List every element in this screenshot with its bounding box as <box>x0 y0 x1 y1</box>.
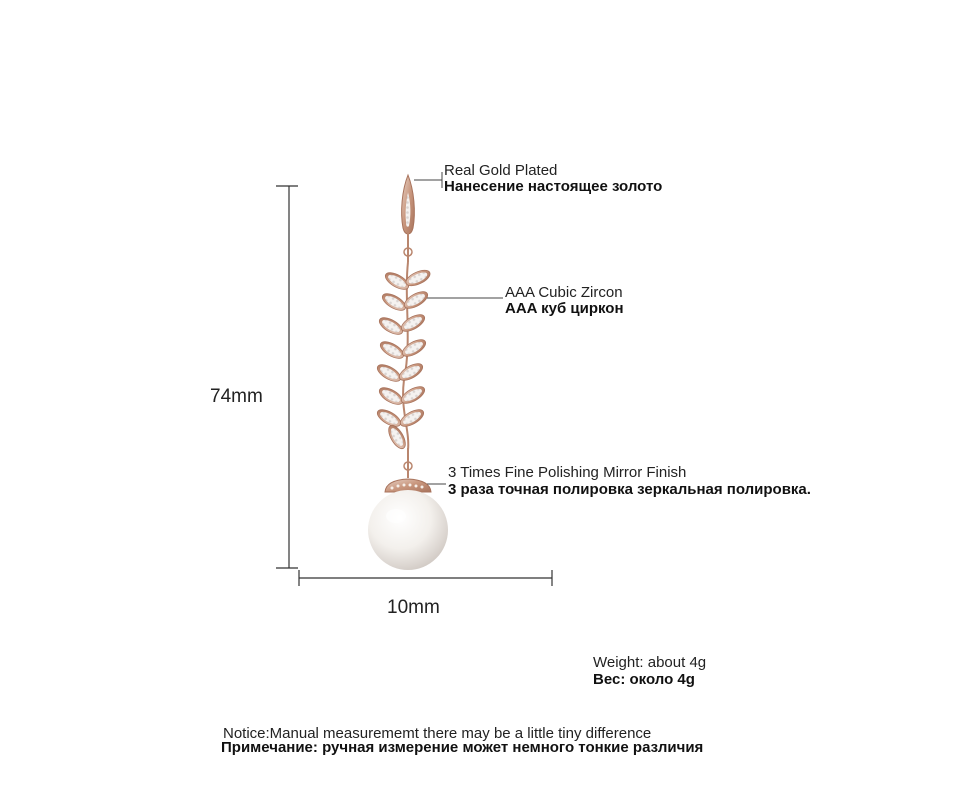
zircon-leaf <box>398 406 427 429</box>
width-dimension-line <box>299 570 552 586</box>
zircon-leaf <box>377 314 406 337</box>
zircon-leaf <box>375 406 404 429</box>
lower-link <box>404 448 412 478</box>
zircon-leaf <box>378 338 407 361</box>
finish-label-ru: 3 раза точная полировка зеркальная полировка. <box>448 481 811 498</box>
zircon-leaf <box>385 423 408 452</box>
zircon-leaf <box>380 290 409 313</box>
zircon-label-ru: AAA куб циркон <box>505 300 624 317</box>
ear-hook <box>402 175 415 262</box>
zircon-leaf <box>397 360 426 383</box>
pearl <box>368 490 448 570</box>
notice-ru: Примечание: ручная измерение может немного тонкие различия <box>221 739 704 756</box>
finish-label-en: 3 Times Fine Polishing Mirror Finish <box>448 464 687 481</box>
notice-en: Notice:Manual measurememt there may be a little tiny difference <box>223 725 652 742</box>
plating-label-en: Real Gold Plated <box>444 162 558 179</box>
zircon-leaf-vine <box>375 262 433 451</box>
weight-label-en: Weight: about 4g <box>593 654 707 671</box>
zircon-leaf <box>400 336 429 359</box>
zircon-leaf <box>377 384 406 407</box>
width-label: 10mm <box>387 597 440 618</box>
height-dimension-line <box>276 186 298 568</box>
zircon-leaf <box>375 361 404 384</box>
callout-leaders <box>414 172 503 484</box>
zircon-label-en: AAA Cubic Zircon <box>505 284 623 301</box>
weight-label-ru: Вес: около 4g <box>593 671 695 688</box>
plating-label-ru: Нанесение настоящее золото <box>444 178 663 195</box>
height-label: 74mm <box>210 386 263 407</box>
